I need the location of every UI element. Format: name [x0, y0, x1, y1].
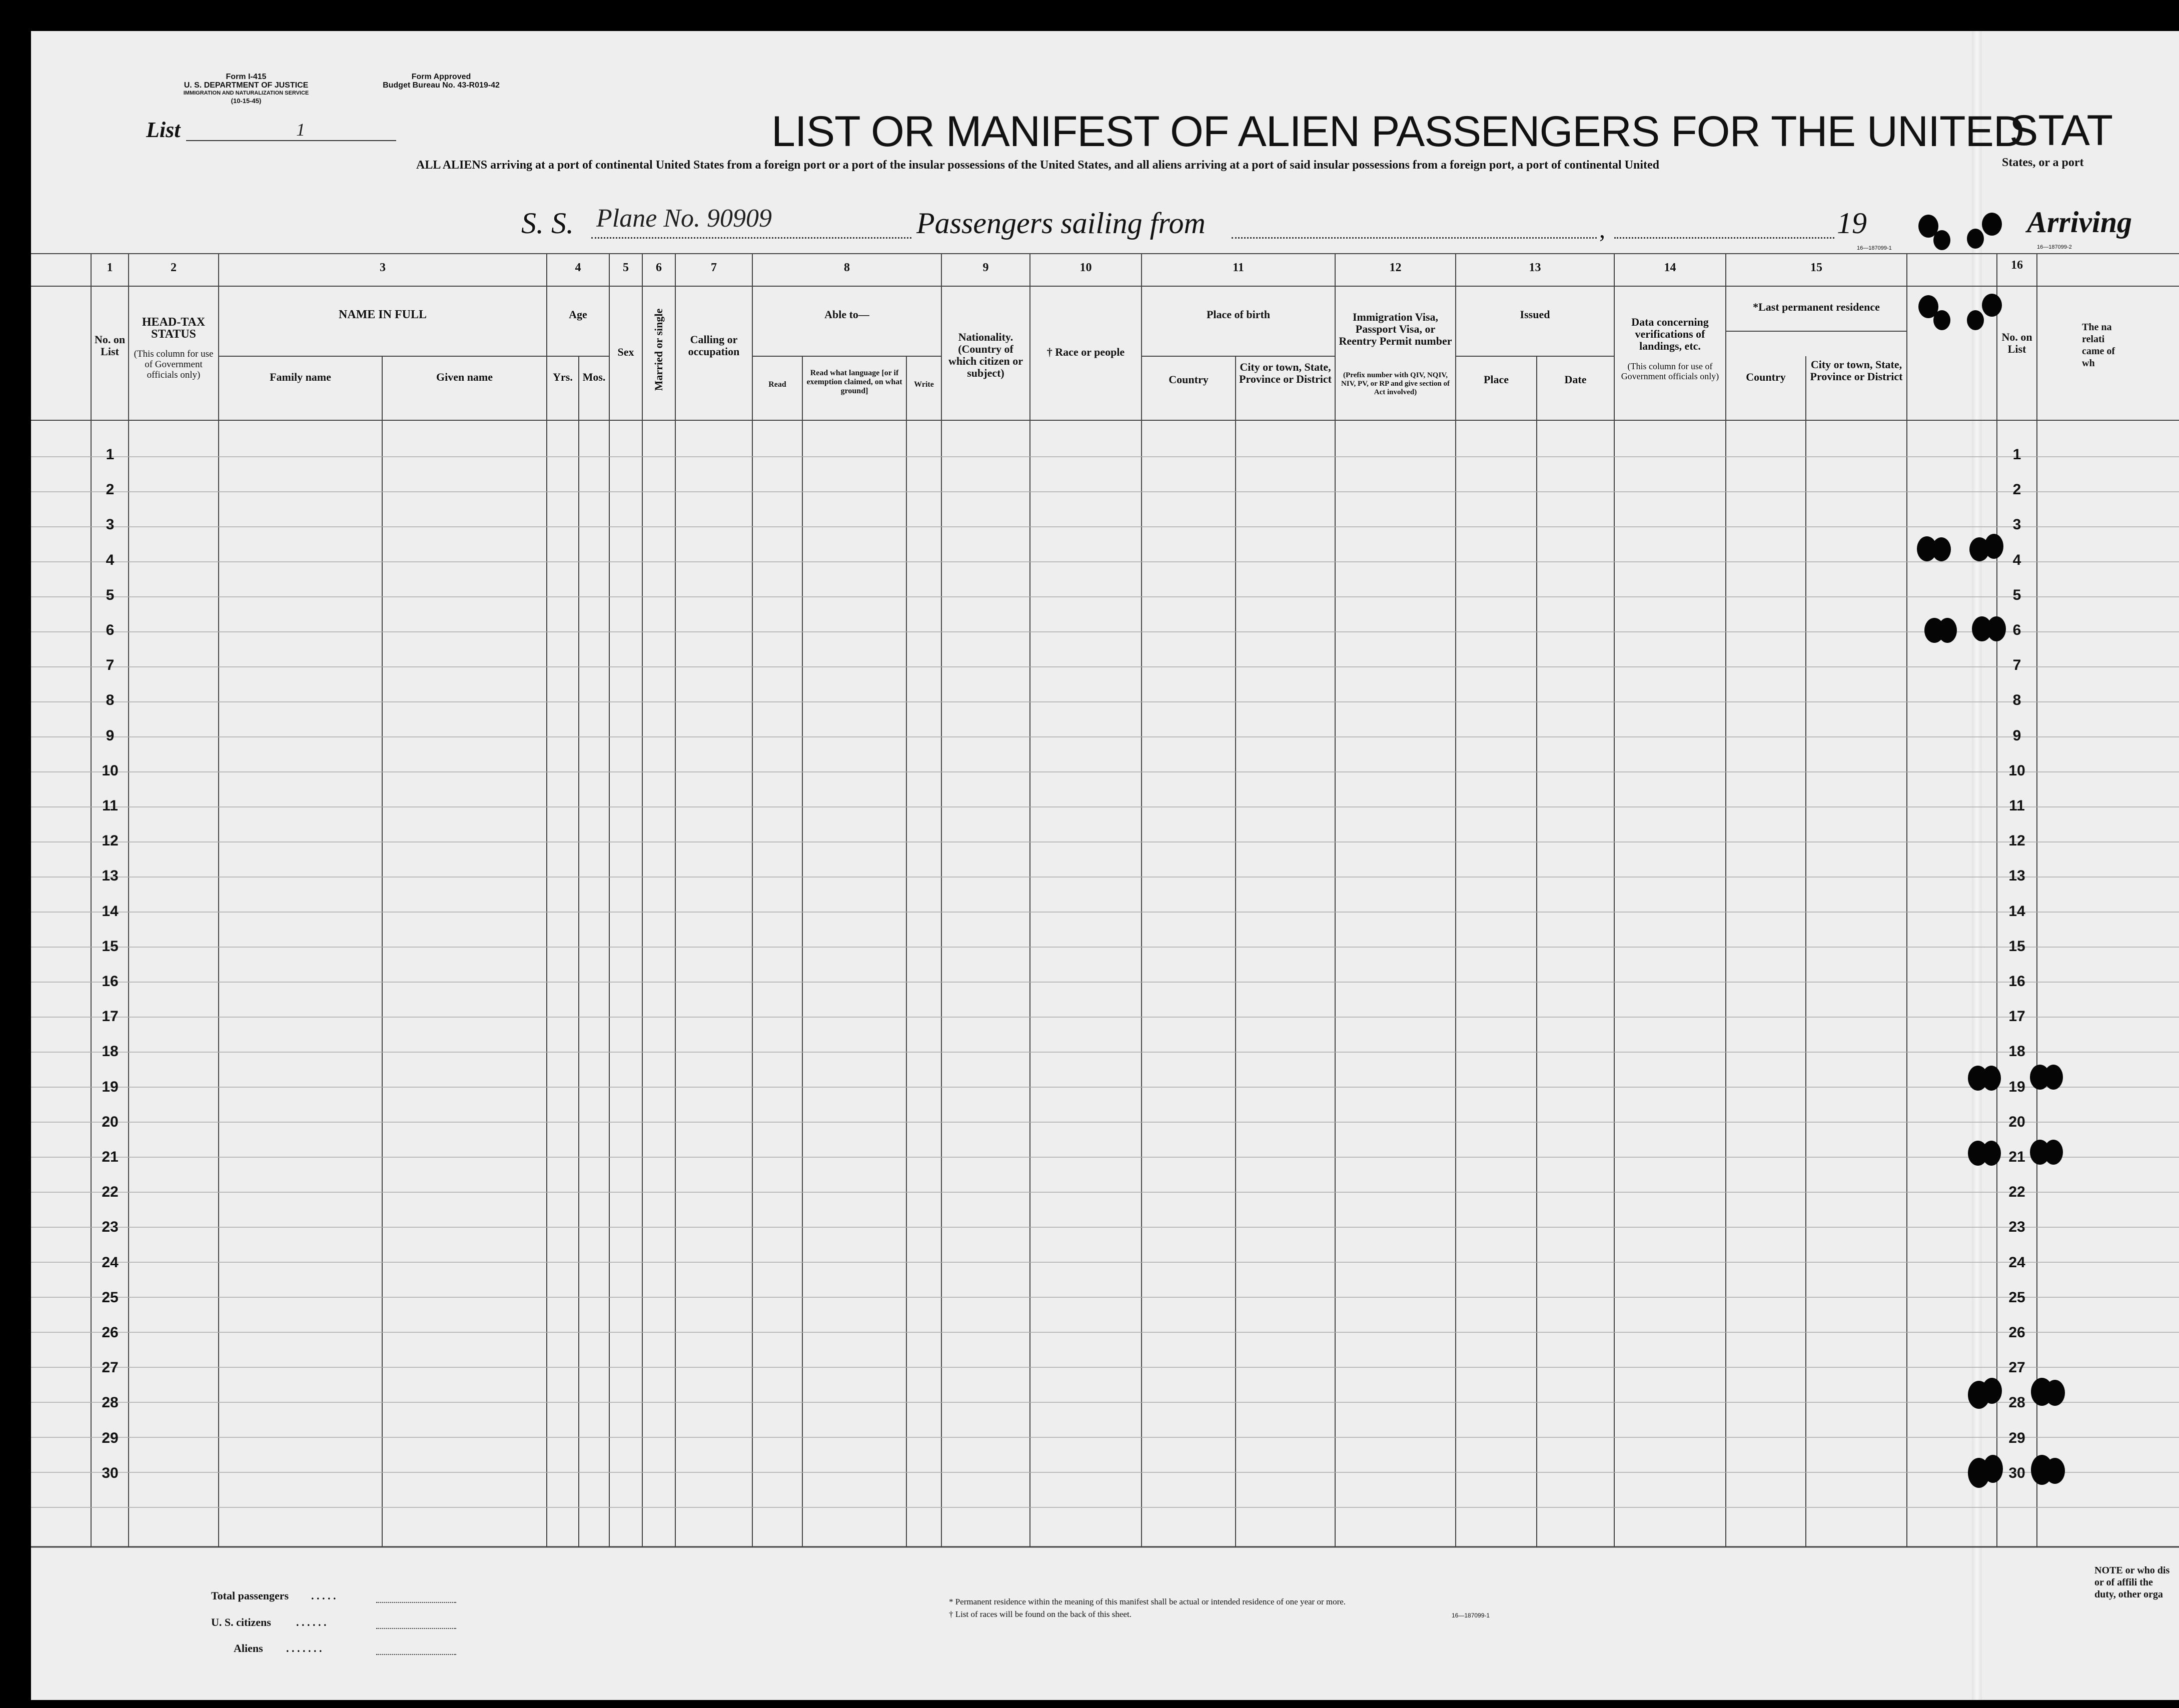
col4-mos: Mos. [582, 371, 606, 383]
sailing-label: Passengers sailing from [916, 207, 1206, 240]
row-number: 14 [102, 903, 119, 920]
row-number: 28 [102, 1394, 119, 1411]
row-number-right: 3 [2012, 516, 2021, 533]
row-number: 21 [102, 1149, 119, 1165]
row-number: 18 [102, 1043, 119, 1060]
row-number: 4 [106, 551, 115, 568]
agency-line1: U. S. DEPARTMENT OF JUSTICE [184, 81, 309, 90]
col3-family: Family name [270, 371, 331, 383]
list-value[interactable]: 1 [296, 120, 305, 140]
form-code-right: 16—187099-2 [2037, 244, 2072, 250]
col-num-4: 4 [575, 261, 581, 274]
row-number-right: 30 [2008, 1464, 2025, 1481]
punch-hole [2045, 1458, 2065, 1484]
punch-hole [1933, 230, 1950, 250]
row-number-right: 24 [2008, 1254, 2025, 1271]
col15-city: City or town, State, Province or District [1810, 358, 1903, 383]
col-num-14: 14 [1664, 261, 1676, 274]
punch-hole [2045, 1380, 2065, 1406]
col12-label: Immigration Visa, Passport Visa, or Reentry Permit number [1339, 311, 1452, 347]
row-number: 5 [106, 586, 115, 603]
col4-yrs: Yrs. [553, 371, 573, 383]
row-number: 13 [102, 868, 119, 885]
row-number: 20 [102, 1113, 119, 1130]
aliens-dots: . . . . . . . [286, 1642, 322, 1654]
col2-label: HEAD-TAX STATUS [142, 316, 206, 341]
row-number-right: 14 [2008, 903, 2025, 920]
aliens-label: Aliens [234, 1642, 263, 1654]
col-num-2: 2 [171, 261, 177, 274]
col4-label: Age [569, 308, 587, 321]
grid-lines [31, 31, 2179, 1700]
row-number-right: 16 [2008, 973, 2025, 990]
year-label: 19 [1837, 207, 1867, 240]
row-number-right: 8 [2012, 692, 2021, 709]
col-num-15: 15 [1810, 261, 1822, 274]
row-number-right: 25 [2008, 1289, 2025, 1306]
row-number: 17 [102, 1008, 119, 1025]
col11-city: City or town, State, Province or District [1239, 361, 1332, 385]
col7-label: Calling or occupation [688, 333, 740, 358]
col1-label: No. on List [94, 333, 126, 358]
col13-place: Place [1483, 373, 1509, 386]
punch-hole [1967, 229, 1984, 249]
punch-hole [1982, 1141, 2001, 1166]
approval-line1: Form Approved [411, 73, 471, 81]
row-number-right: 22 [2008, 1184, 2025, 1201]
form-id: Form I-415 [226, 73, 267, 81]
row-number-right: 28 [2008, 1394, 2025, 1411]
row-number-right: 9 [2012, 727, 2021, 744]
manifest-title-right: STAT [2009, 107, 2113, 155]
us-dots: . . . . . . [296, 1616, 327, 1628]
punch-hole [1982, 213, 2002, 236]
row-number: 23 [102, 1219, 119, 1236]
comma: , [1599, 217, 1605, 243]
punch-hole [1983, 1455, 2003, 1483]
col13-date: Date [1564, 373, 1587, 386]
col12-note: (Prefix number with QIV, NQIV, NIV, PV, or RP and give section of Act involved) [1341, 371, 1450, 396]
col3-given: Given name [436, 371, 493, 383]
row-number: 29 [102, 1429, 119, 1446]
footnote-races: † List of races will be found on the back of this sheet. [949, 1609, 1132, 1619]
row-number: 26 [102, 1324, 119, 1341]
row-number-right: 23 [2008, 1219, 2025, 1236]
row-number-right: 5 [2012, 586, 2021, 603]
col11-country: Country [1169, 373, 1209, 386]
col-num-8: 8 [844, 261, 850, 274]
col10-label: † Race or people [1046, 346, 1125, 358]
row-number-right: 18 [2008, 1043, 2025, 1060]
punch-hole [1982, 1378, 2002, 1404]
total-passengers-field[interactable] [376, 1602, 456, 1603]
col16-label: No. on List [2001, 331, 2032, 355]
row-number-right: 27 [2008, 1359, 2025, 1376]
col-num-11: 11 [1233, 261, 1244, 274]
col16-partial: The na relati came of wh [2082, 322, 2115, 369]
punch-hole [1987, 616, 2006, 641]
col-num-13: 13 [1529, 261, 1541, 274]
col13-label: Issued [1520, 308, 1550, 321]
punch-hole [2044, 1065, 2063, 1090]
row-number-right: 6 [2012, 622, 2021, 638]
row-number-right: 2 [2012, 481, 2021, 498]
col14-note: (This column for use of Government officials only) [1621, 361, 1719, 381]
aliens-field[interactable] [376, 1654, 456, 1655]
row-number-right: 13 [2008, 868, 2025, 885]
col-num-6: 6 [656, 261, 662, 274]
manifest-title: LIST OR MANIFEST OF ALIEN PASSENGERS FOR THE UNITED [771, 108, 2024, 156]
col-num-3: 3 [380, 261, 386, 274]
row-number: 6 [106, 622, 115, 638]
manifest-subtitle: ALL ALIENS arriving at a port of continental United States from a foreign port or a port of the insular possessions of the United States, and all aliens arriving at a port of said insular possessions from a foreign port, a port of continental United [416, 159, 1659, 172]
col5-label: Sex [617, 346, 634, 358]
row-number: 7 [106, 657, 115, 674]
punch-hole [1933, 310, 1950, 330]
form-code: 16—187099-1 [1857, 245, 1892, 251]
row-number-right: 10 [2008, 762, 2025, 779]
us-citizens-label: U. S. citizens [211, 1616, 271, 1628]
row-number-right: 21 [2008, 1149, 2025, 1165]
row-number: 12 [102, 832, 119, 849]
col14-label: Data concerning verifications of landings, etc. [1631, 316, 1709, 352]
col15-label: *Last permanent residence [1753, 301, 1880, 313]
punch-hole [1984, 534, 2003, 559]
col8-language: Read what language [or if exemption claimed, on what ground] [806, 369, 902, 395]
us-citizens-field[interactable] [376, 1628, 456, 1629]
col3-label: NAME IN FULL [338, 308, 427, 321]
col-num-9: 9 [982, 261, 989, 274]
col-num-12: 12 [1389, 261, 1402, 274]
punch-hole [2044, 1140, 2063, 1165]
col6-label: Married or single [652, 308, 665, 391]
right-note: NOTE or who dis or of affili the duty, other orga [2094, 1565, 2170, 1600]
row-number-right: 11 [2009, 797, 2025, 814]
col-num-7: 7 [711, 261, 717, 274]
row-number-right: 15 [2008, 938, 2025, 955]
col-num-1: 1 [107, 261, 113, 274]
row-number: 30 [102, 1464, 119, 1481]
list-label: List [146, 118, 181, 142]
col9-label: Nationality. (Country of which citizen or subject) [948, 331, 1023, 379]
row-number: 9 [106, 727, 115, 744]
total-passengers-label: Total passengers [211, 1589, 289, 1602]
punch-hole [1967, 310, 1984, 330]
punch-hole [1932, 537, 1951, 561]
row-number: 27 [102, 1359, 119, 1376]
row-number-right: 17 [2008, 1008, 2025, 1025]
footer-code: 16—187099-1 [1452, 1612, 1490, 1619]
row-number: 3 [106, 516, 115, 533]
row-number: 16 [102, 973, 119, 990]
col2-note: (This column for use of Government officials only) [134, 349, 214, 380]
row-number: 25 [102, 1289, 119, 1306]
col8-write: Write [914, 380, 934, 389]
manifest-sheet [31, 31, 2179, 1700]
row-number: 11 [102, 797, 118, 814]
row-number: 1 [106, 446, 115, 463]
approval-line2: Budget Bureau No. 43-R019-42 [383, 81, 500, 90]
row-number: 24 [102, 1254, 119, 1271]
footnote-residence: * Permanent residence within the meaning of this manifest shall be actual or intended residence of one year or more. [949, 1597, 1346, 1606]
punch-hole [1982, 294, 2002, 317]
ss-label: S. S. [521, 207, 574, 240]
row-number: 2 [106, 481, 115, 498]
row-number: 19 [102, 1078, 119, 1095]
col-num-10: 10 [1079, 261, 1092, 274]
col-num-5: 5 [623, 261, 629, 274]
manifest-subtitle-right: States, or a port [2002, 156, 2084, 169]
row-number-right: 20 [2008, 1113, 2025, 1130]
punch-hole [1938, 618, 1957, 643]
col8-read: Read [768, 380, 786, 389]
row-number: 15 [102, 938, 119, 955]
punch-hole [1982, 1066, 2001, 1091]
form-date: (10-15-45) [231, 97, 262, 105]
col11-label: Place of birth [1206, 308, 1271, 321]
row-number: 22 [102, 1184, 119, 1201]
row-number-right: 1 [2012, 446, 2021, 463]
total-dots: . . . . . [311, 1589, 336, 1602]
row-number-right: 19 [2008, 1078, 2025, 1095]
col8-label: Able to— [824, 308, 869, 321]
ss-value[interactable]: Plane No. 90909 [596, 204, 772, 233]
row-number: 10 [102, 762, 119, 779]
col15-country: Country [1746, 371, 1786, 383]
row-number-right: 4 [2012, 551, 2021, 568]
row-number-right: 7 [2012, 657, 2021, 674]
arriving-label: Arriving [2027, 206, 2132, 239]
row-number-right: 26 [2008, 1324, 2025, 1341]
row-number: 8 [106, 692, 115, 709]
row-number-right: 29 [2008, 1429, 2025, 1446]
col-num-16: 16 [2011, 259, 2023, 272]
agency-line2: IMMIGRATION AND NATURALIZATION SERVICE [183, 90, 309, 96]
row-number-right: 12 [2008, 832, 2025, 849]
